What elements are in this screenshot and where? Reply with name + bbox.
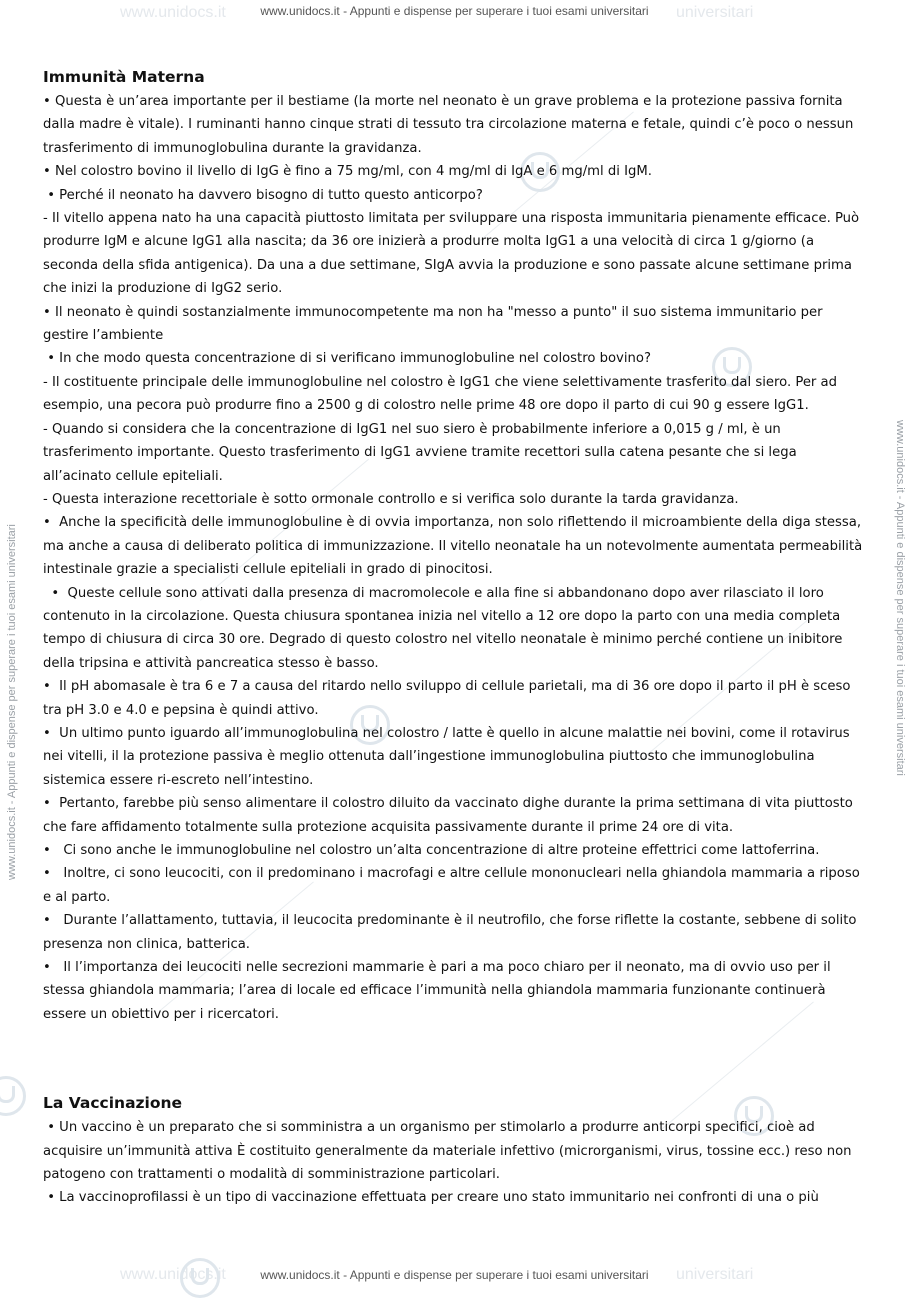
watermark-left-side: www.unidocs.it - Appunti e dispense per superare i tuoi esami universitari xyxy=(6,524,18,880)
section-title-vaccinazione: La Vaccinazione xyxy=(43,1094,183,1113)
section-vaccinazione xyxy=(43,1116,869,1210)
paragraph: • Ci sono anche le immunoglobuline nel colostro un’alta concentrazione di altre proteine effettrici come lattoferrina. xyxy=(43,843,820,858)
watermark-ghost-top-left: www.unidocs.it xyxy=(120,4,226,21)
paragraph: • In che modo questa concentrazione di si verificano immunoglobuline nel colostro bovino? xyxy=(43,351,651,367)
paragraph: • Questa è un’area importante per il bestiame (la morte nel neonato è un grave problema e la protezione passiva fornita dalla madre è vitale). I ruminanti hanno cinque strati di tessuto tra circolazione materna e fetale, quindi c’è poco o nessun trasferimento di immunoglobulina durante la gravidanza. xyxy=(43,94,858,156)
paragraph: • Inoltre, ci sono leucociti, con il predominano i macrofagi e altre cellule mononucleari nella ghiandola mammaria a riposo e al parto. xyxy=(43,866,864,905)
paragraph: • Il neonato è quindi sostanzialmente immunocompetente ma non ha "messo a punto" il suo sistema immunitario per gestire l’ambiente xyxy=(43,304,827,344)
watermark-logo-icon xyxy=(180,1258,220,1298)
watermark-ghost-bottom-right: universitari xyxy=(676,1266,754,1283)
watermark-bottom: www.unidocs.it - Appunti e dispense per superare i tuoi esami universitari xyxy=(260,1268,649,1282)
paragraph: • Il l’importanza dei leucociti nelle secrezioni mammarie è pari a ma poco chiaro per il neonato, ma di ovvio uso per il stessa ghiandola mammaria; l’area di locale ed efficace l’immunità nella ghiandola mammaria funzionante continuerà essere un obiettivo per i ricercatori. xyxy=(43,960,835,1022)
paragraph: • Pertanto, farebbe più senso alimentare il colostro diluito da vaccinato dighe durante la prima settimana di vita piuttosto che fare affidamento totalmente sulla protezione acquisita passivamente durante il prime 24 ore di vita. xyxy=(43,796,858,835)
paragraph: • Il pH abomasale è tra 6 e 7 a causa del ritardo nello sviluppo di cellule parietali, ma di 36 ore dopo il parto il pH è sceso tra pH 3.0 e 4.0 e pepsina è quindi attivo. xyxy=(43,679,855,718)
paragraph: • Perché il neonato ha davvero bisogno di tutto questo anticorpo? xyxy=(43,187,483,203)
paragraph: - Questa interazione recettoriale è sotto ormonale controllo e si verifica solo durante la tarda gravidanza. xyxy=(43,491,739,507)
watermark-right-side: www.unidocs.it - Appunti e dispense per superare i tuoi esami universitari xyxy=(894,420,906,776)
section-gap xyxy=(43,1026,869,1090)
paragraph: • Nel colostro bovino il livello di IgG è fino a 75 mg/ml, con 4 mg/ml di IgA e 6 mg/ml di IgM. xyxy=(43,164,652,180)
watermark-ghost-top-right: universitari xyxy=(676,4,754,21)
paragraph: • Un ultimo punto iguardo all’immunoglobulina nel colostro / latte è quello in alcune malattie nei bovini, come il rotavirus nei vitelli, il la protezione passiva è meglio ottenuta dall’ingestione immunoglobulina piuttosto che immunoglobulina sistemica essere ri-escreto nell’intestino. xyxy=(43,725,854,788)
paragraph: • Queste cellule sono attivati dalla presenza di macromolecole e alla fine si abbandonano dopo aver rilasciato il loro contenuto in la circolazione. Questa chiusura spontanea inizia nel vitello a 12 ore dopo la parto con una media completa tempo di chiusura di circa 30 ore. Degrado di questo colostro nel vitello neonatale è minimo perché contiene un inibitore della tripsina e attività pancreatica stesso è basso. xyxy=(43,585,847,671)
paragraph: • Durante l’allattamento, tuttavia, il leucocita predominante è il neutrofilo, che forse riflette la costante, sebbene di solito presenza non clinica, batterica. xyxy=(43,913,861,952)
watermark-ghost-bottom-left: www.unidocs.it xyxy=(120,1266,226,1283)
section-immunita-materna xyxy=(43,90,869,1026)
paragraph: • Un vaccino è un preparato che si somministra a un organismo per stimolarlo a produrre anticorpi specifici, cioè ad acquisire un’immunità attiva È costituito generalmente da materiale infettivo (microrganismi, virus, tossine ecc.) reso non patogeno con trattamenti o modalità di somministrazione particolari. xyxy=(43,1120,856,1183)
paragraph: • La vaccinoprofilassi è un tipo di vaccinazione effettuata per creare uno stato immunitario nei confronti di una o più xyxy=(43,1190,819,1206)
paragraph: - Il costituente principale delle immunoglobuline nel colostro è IgG1 che viene selettivamente trasferito dal siero. Per ad esempio, una pecora può produrre fino a 2500 g di colostro nelle prime 48 ore dopo il parto di cui 90 g essere IgG1. xyxy=(43,374,842,414)
paragraph: - Quando si considera che la concentrazione di IgG1 nel suo siero è probabilmente inferiore a 0,015 g / ml, è un trasferimento importante. Questo trasferimento di IgG1 avviene tramite recettori sulla catena pesante che si lega all’acinato cellule epiteliali. xyxy=(43,421,801,484)
paragraph: • Anche la specificità delle immunoglobuline è di ovvia importanza, non solo riflettendo il microambiente della diga stessa, ma anche a causa di deliberato politica di immunizzazione. Il vitello neonatale ha un notevolmente aumentata permeabilità intestinale grazie a specialisti cellule epiteliali in grado di pinocitosi. xyxy=(43,515,867,578)
watermark-logo-icon xyxy=(0,1076,26,1116)
section-title-immunita-materna: Immunità Materna xyxy=(43,68,205,86)
document-body xyxy=(43,64,869,1210)
watermark-top: www.unidocs.it - Appunti e dispense per superare i tuoi esami universitari xyxy=(260,4,649,18)
paragraph: - Il vitello appena nato ha una capacità piuttosto limitata per sviluppare una risposta immunitaria pienamente efficace. Può produrre IgM e alcune IgG1 alla nascita; da 36 ore inizierà a produrre molta IgG1 a una velocità di circa 1 g/giorno (a seconda della sfida antigenica). Da una a due settimane, SIgA avvia la produzione e sono passate alcune settimane prima che inizi la produzione di IgG2 serio. xyxy=(43,211,864,297)
